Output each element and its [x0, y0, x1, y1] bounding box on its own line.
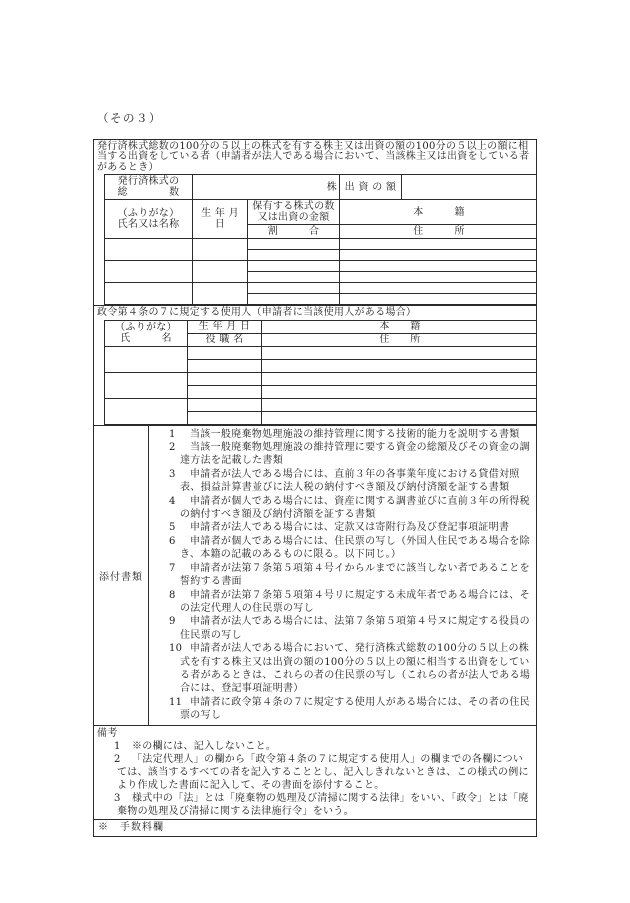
employee-name-header: （ふりがな） 氏 名	[105, 320, 188, 346]
employee-address-cell	[262, 385, 537, 398]
employee-row	[105, 372, 537, 385]
total-shares-value-cell	[193, 175, 340, 200]
shareholder-birthdate-cell	[193, 239, 248, 261]
remarks-label: 備考	[97, 727, 118, 739]
shareholder-birthdate-header: 生 年 月 日	[193, 200, 248, 239]
remark-item: 2 「法定代理人」の欄から「政令第４条の７に規定する使用人」の欄までの各欄については、該当するすべての者を記入することとし、記入しきれないときは、この様式の例により作成した書面に記入して、その書面を添付すること。	[114, 753, 529, 791]
attachment-item: 1 当該一般廃棄物処理施設の維持管理に関する技術的能力を説明する書類	[169, 428, 520, 440]
shareholder-domicile-cell	[340, 239, 537, 250]
investment-amount-label: 出 資 の 額	[340, 175, 402, 200]
attachments-section	[94, 426, 536, 726]
shareholder-name-cell	[105, 239, 193, 261]
shareholder-holdings-cell	[248, 239, 340, 250]
page-label: （その３）	[97, 111, 162, 125]
employee-birthdate-cell	[188, 346, 262, 359]
shareholder-section	[94, 140, 536, 306]
remarks-section	[94, 726, 536, 820]
attachments-list	[149, 426, 536, 725]
shareholder-row	[105, 261, 537, 272]
employee-position-cell	[188, 385, 262, 398]
attachment-item: 6 申請者が個人である場合には、住民票の写し（外国人住民である場合を除き、本籍の記載のあるものに限る。以下同じ。）	[169, 535, 530, 561]
shareholder-name-cell	[105, 283, 193, 305]
position-header: 役 職 名	[188, 333, 262, 346]
employee-address-cell	[262, 359, 537, 372]
employee-birthdate-cell	[188, 372, 262, 385]
ratio-header: 割 合	[248, 225, 340, 239]
attachment-item: 11 申請者に政令第４条の７に規定する使用人がある場合には、その者の住民票の写し	[169, 696, 530, 722]
shareholder-address-header: 住 所	[340, 225, 537, 239]
employee-address-cell	[262, 411, 537, 424]
employee-position-cell	[188, 411, 262, 424]
employee-section	[94, 306, 536, 425]
investment-amount-value-cell	[402, 175, 537, 200]
attachment-item: 7 申請者が法第７条第５項第４号イからルまでに該当しない者であることを誓約する書面	[169, 562, 530, 588]
employee-domicile-cell	[262, 398, 537, 411]
shareholder-ratio-cell	[248, 250, 340, 261]
attachment-item: 4 申請者が個人である場合には、資産に関する調書並びに直前３年の所得税の納付すべき額及び納付済額を証する書類	[169, 495, 530, 521]
fee-label: ※ 手数料欄	[98, 821, 164, 833]
shareholder-holdings-cell	[248, 261, 340, 272]
employee-heading: 政令第４条の７に規定する使用人（申請者に当該使用人がある場合）	[97, 307, 417, 319]
attachment-item: 5 申請者が法人である場合には、定款又は寄附行為及び登記事項証明書	[169, 522, 510, 534]
shareholder-holdings-cell	[248, 283, 340, 294]
shareholder-birthdate-cell	[193, 283, 248, 305]
shareholder-ratio-cell	[248, 272, 340, 283]
shareholder-name-cell	[105, 261, 193, 283]
attachment-item: 10 申請者が法人である場合において、発行済株式総数の100分の５以上の株式を有する株主又は出資の額の100分の５以上の額に相当する出資をしている者があるときは、これらの者の住民票の写し（これらの者が法人である場合には、登記事項証明書）	[169, 643, 531, 695]
employee-name-cell	[105, 398, 188, 424]
shareholder-ratio-cell	[248, 294, 340, 305]
shareholder-domicile-header: 本 籍	[340, 200, 537, 225]
shareholder-name-header: （ふりがな） 氏名又は名称	[105, 200, 193, 239]
shareholder-table	[104, 174, 536, 305]
shareholder-domicile-cell	[340, 283, 537, 294]
employee-domicile-cell	[262, 346, 537, 359]
employee-domicile-cell	[262, 372, 537, 385]
shareholder-row	[105, 239, 537, 250]
shareholder-domicile-cell	[340, 261, 537, 272]
shareholder-address-cell	[340, 272, 537, 283]
attachment-item: 3 申請者が法人である場合には、直前３年の各事業年度における貸借対照表、損益計算書並びに法人税の納付すべき額及び納付済額を証する書類	[169, 468, 520, 494]
shareholder-row	[105, 283, 537, 294]
total-shares-label: 発行済株式の 総 数	[105, 175, 193, 200]
employee-row	[105, 398, 537, 411]
remark-item: 1 ※の欄には、記入しないこと。	[114, 740, 277, 752]
employee-row	[105, 346, 537, 359]
employee-name-cell	[105, 372, 188, 398]
shares-unit: 株	[326, 181, 337, 193]
shareholder-heading: 発行済株式総数の100分の５以上の株式を有する株主又は出資の額の100分の５以上の額に相当する出資をしている者（申請者が法人である場合において、当該株主又は出資をしている者があるとき）	[97, 141, 530, 173]
remark-item: 3 様式中の「法」とは「廃棄物の処理及び清掃に関する法律」をいい、「政令」とは「廃棄物の処理及び清掃に関する法律施行令」をいう。	[114, 792, 529, 817]
shareholder-birthdate-cell	[193, 261, 248, 283]
holdings-header: 保有する株式の数 又は出資の金額	[248, 200, 340, 225]
attachment-item: 8 申請者が法第７条第５項第４号リに規定する未成年者である場合には、その法定代理人の住民票の写し	[169, 589, 530, 614]
attachment-item: 2 当該一般廃棄物処理施設の維持管理に要する資金の総額及びその資金の調達方法を記載した書類	[169, 442, 530, 467]
application-form	[93, 139, 537, 837]
employee-name-cell	[105, 346, 188, 372]
employee-birthdate-cell	[188, 398, 262, 411]
employee-position-cell	[188, 359, 262, 372]
employee-birthdate-header: 生 年 月 日	[188, 320, 262, 333]
fee-section	[94, 820, 536, 836]
employee-address-header: 住 所	[262, 333, 537, 346]
attachments-label: 添付書類	[94, 426, 149, 725]
employee-domicile-header: 本 籍	[262, 320, 537, 333]
employee-table	[104, 320, 536, 425]
shareholder-address-cell	[340, 250, 537, 261]
shareholder-address-cell	[340, 294, 537, 305]
attachment-item: 9 申請者が法人である場合には、法第７条第５項第４号ヌに規定する役員の住民票の写し	[169, 616, 530, 641]
